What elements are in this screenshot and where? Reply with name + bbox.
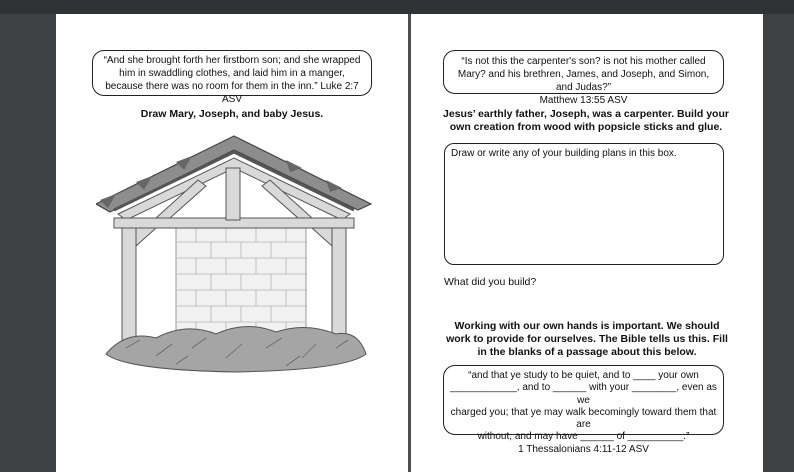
passage-reference: 1 Thessalonians 4:11-12 ASV — [518, 443, 649, 455]
viewer-top-bar — [0, 0, 794, 14]
luke-quote-text: “And she brought forth her firstborn son; and she wrapped him in swaddling clothes, and laid him in a manger, because there was no room for them in the inn.” Luke 2:7 ASV — [103, 55, 361, 105]
hay-pile — [106, 326, 366, 372]
what-did-you-build-prompt: What did you build? — [444, 276, 537, 288]
carpenter-build-heading: Jesus’ earthly father, Joseph, was a carpenter. Build your own creation from wood with popsicle sticks and glue. — [443, 108, 729, 133]
right-page — [411, 14, 763, 472]
passage-line-3: charged you; that ye may walk becomingly toward them that are — [450, 406, 717, 431]
draw-instruction: Draw Mary, Joseph, and baby Jesus. — [140, 108, 324, 120]
building-plans-label: Draw or write any of your building plans in this box. — [451, 148, 677, 159]
thessalonians-passage-box — [443, 365, 724, 455]
stable-manger-illustration — [96, 134, 376, 374]
passage-line-1: “and that ye study to be quiet, and to ____ your own — [468, 370, 699, 381]
left-page — [56, 14, 408, 472]
matthew-quote-text: “Is not this the carpenter's son? is not his mother called Mary? and his brethren, James, and Joseph, and Simon, and Judas?” — [457, 56, 710, 93]
luke-quote-box — [92, 50, 372, 105]
working-hands-heading: Working with our own hands is important. We should work to provide for ourselves. The Bible tells us this. Fill in the blanks of a passage about this below. — [446, 320, 728, 358]
building-plans-box[interactable] — [444, 143, 724, 265]
matthew-quote-reference: Matthew 13:55 ASV — [539, 95, 628, 106]
passage-line-2: ____________, and to ______ with your ________, even as we — [450, 382, 717, 406]
passage-line-4: without, and may have ______ of __________.” — [477, 431, 690, 443]
matthew-quote-box — [443, 50, 724, 106]
